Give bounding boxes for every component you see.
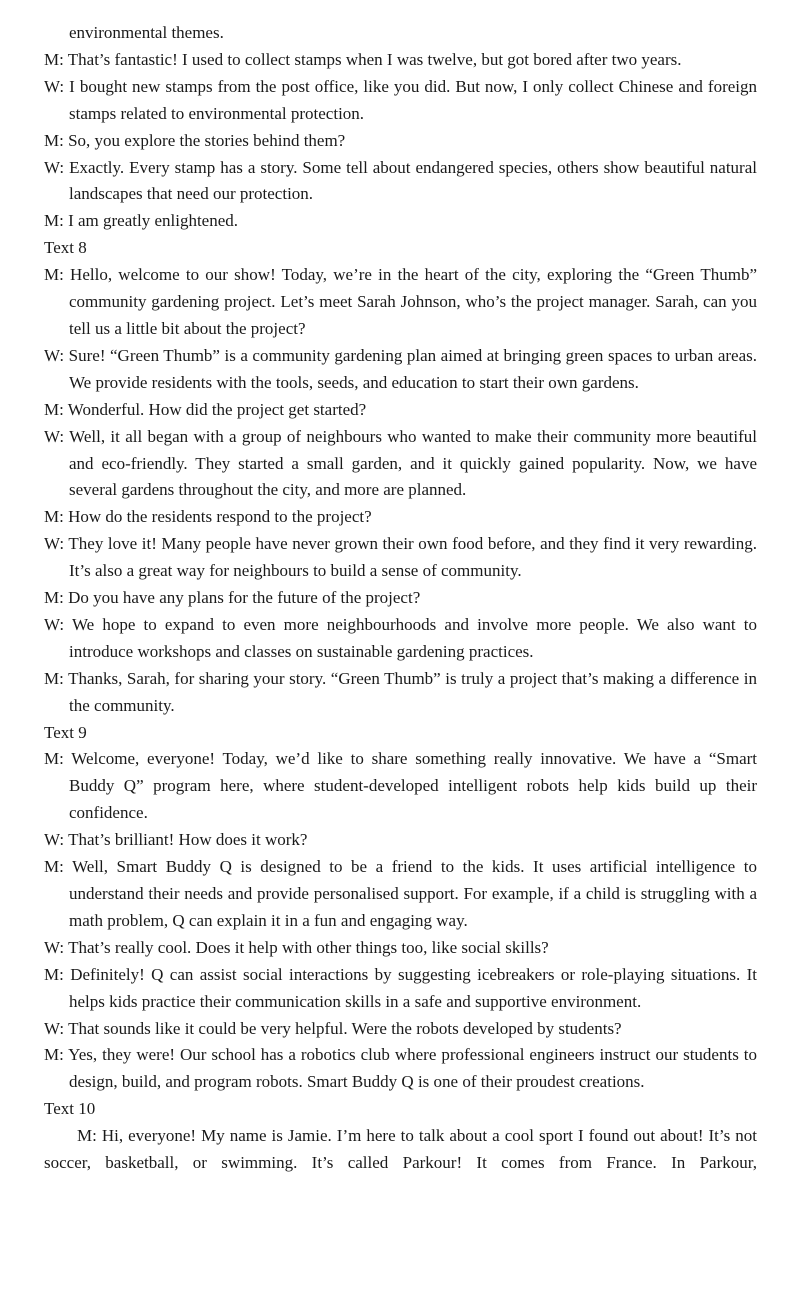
transcript-line: environmental themes. (69, 23, 224, 42)
dialogue-turn: M: Yes, they were! Our school has a robotics club where professional engineers instruct our students to design, build, and program robots. Smart Buddy Q is one of their proudest creations. (44, 1045, 757, 1092)
monologue-paragraph: M: Hi, everyone! My name is Jamie. I’m here to talk about a cool sport I found out about! It’s not soccer, basketball, or swimming. It’s called Parkour! It comes from France. In Parkour, (44, 1126, 757, 1173)
dialogue-turn: W: Sure! “Green Thumb” is a community gardening plan aimed at bringing green spaces to urban areas. We provide residents with the tools, seeds, and education to start their own gardens. (44, 345, 757, 392)
dialogue-turn: W: They love it! Many people have never grown their own food before, and they find it very rewarding. It’s also a great way for neighbours to build a sense of community. (44, 534, 757, 581)
dialogue-turn: W: We hope to expand to even more neighbourhoods and involve more people. We also want to introduce workshops and classes on sustainable gardening practices. (44, 614, 757, 661)
dialogue-turn: M: Hello, welcome to our show! Today, we’re in the heart of the city, exploring the “Green Thumb” community gardening project. Let’s meet Sarah Johnson, who’s the project manager. Sarah, can you tell us a little bit about the project? (44, 265, 757, 338)
dialogue-turn: M: Do you have any plans for the future of the project? (44, 588, 421, 608)
dialogue-turn: M: So, you explore the stories behind them? (44, 130, 346, 150)
dialogue-turn: W: Exactly. Every stamp has a story. Some tell about endangered species, others show beautiful natural landscapes that need our protection. (44, 157, 757, 204)
dialogue-turn: M: Welcome, everyone! Today, we’d like to share something really innovative. We have a “Smart Buddy Q” program here, where student-developed intelligent robots help kids build up their confidence. (44, 749, 757, 823)
dialogue-turn: W: That sounds like it could be very helpful. Were the robots developed by students? (44, 1018, 622, 1038)
dialogue-turn: M: Well, Smart Buddy Q is designed to be a friend to the kids. It uses artificial intelligence to understand their needs and provide personalised support. For example, if a child is struggling with a math problem, Q can explain it in a fun and engaging way. (44, 857, 757, 930)
dialogue-turn: M: I am greatly enlightened. (44, 211, 239, 231)
section-heading-text-9: Text 9 (44, 722, 87, 742)
dialogue-turn: W: That’s brilliant! How does it work? (44, 830, 308, 850)
dialogue-turn: W: I bought new stamps from the post office, like you did. But now, I only collect Chinese and foreign stamps related to environmental protection. (44, 76, 757, 123)
dialogue-turn: W: Well, it all began with a group of neighbours who wanted to make their community more beautiful and eco-friendly. They started a small garden, and it quickly gained popularity. Now, we have several gardens throughout the city, and more are planned. (44, 426, 757, 500)
dialogue-turn: M: Definitely! Q can assist social interactions by suggesting icebreakers or role-playing situations. It helps kids practice their communication skills in a safe and supportive environment. (44, 964, 757, 1011)
dialogue-turn: M: Wonderful. How did the project get started? (44, 399, 367, 419)
section-heading-text-10: Text 10 (44, 1099, 96, 1119)
section-heading-text-8: Text 8 (44, 238, 87, 258)
dialogue-turn: W: That’s really cool. Does it help with other things too, like social skills? (44, 937, 549, 957)
dialogue-turn: M: That’s fantastic! I used to collect stamps when I was twelve, but got bored after two years. (44, 49, 682, 69)
dialogue-turn: M: How do the residents respond to the project? (44, 507, 372, 527)
transcript-body (44, 20, 757, 1177)
dialogue-turn: M: Thanks, Sarah, for sharing your story. “Green Thumb” is truly a project that’s making a difference in the community. (44, 668, 757, 715)
